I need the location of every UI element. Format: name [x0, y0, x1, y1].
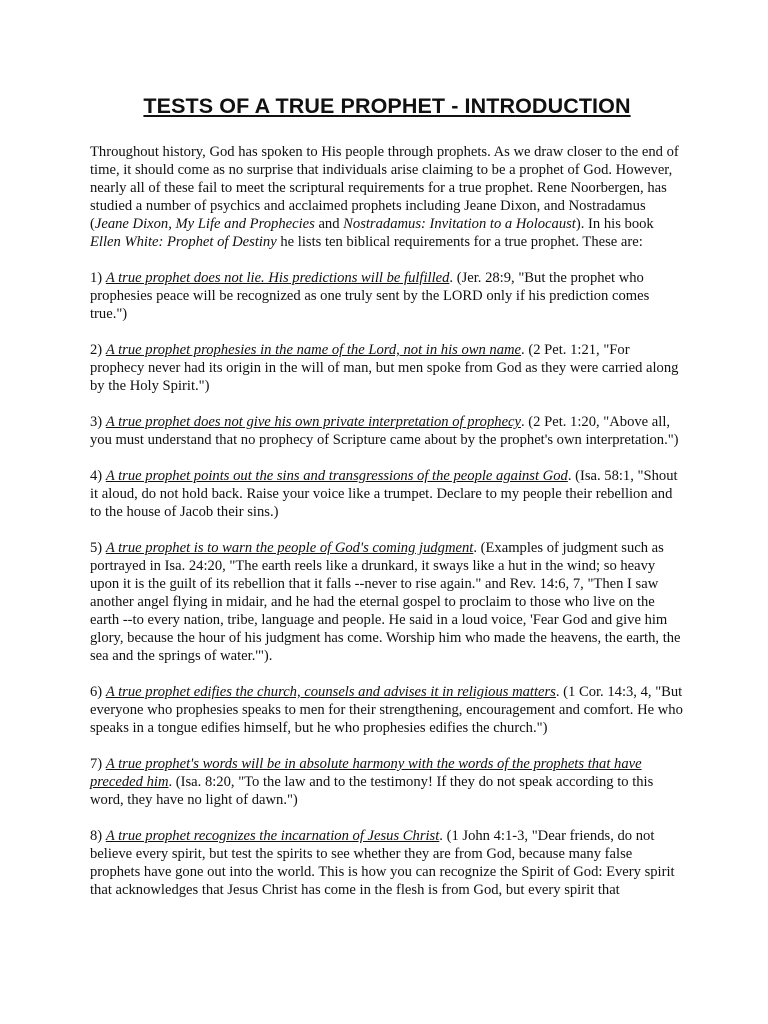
requirement-reference: . (2 Pet. 1:21, "For prophecy never had its origin in the will of man, but men spoke from God as they were carried along by the Holy Spirit."): [90, 342, 679, 394]
requirement-number: 5): [90, 540, 106, 556]
intro-text-3: he lists ten biblical requirements for a true prophet. These are:: [276, 234, 643, 250]
requirement-number: 4): [90, 468, 106, 484]
requirement-reference: . (2 Pet. 1:20, "Above all, you must understand that no prophecy of Scripture came about by the prophet's own interpretation."): [90, 414, 679, 448]
requirement-3: [90, 413, 684, 449]
requirement-4: [90, 467, 684, 521]
intro-and: and: [314, 216, 344, 232]
requirement-number: 3): [90, 414, 106, 430]
requirement-reference: . (Jer. 28:9, "But the prophet who prophesies peace will be recognized as one truly sent by the LORD only if his prediction comes true."): [90, 270, 650, 322]
intro-paragraph: [90, 143, 684, 251]
book-title-ellen-white: Ellen White: Prophet of Destiny: [90, 234, 277, 250]
requirement-number: 8): [90, 828, 106, 844]
requirement-1: [90, 269, 684, 323]
requirement-statement: A true prophet's words will be in absolute harmony with the words of the prophets that have preceded him: [90, 756, 642, 790]
intro-text-2: ). In his book: [575, 216, 654, 232]
requirement-reference: . (1 Cor. 14:3, 4, "But everyone who prophesies speaks to men for their strengthening, encouragement and comfort. He who speaks in a tongue edifies himself, but he who prophesies edifies the church."): [90, 684, 683, 736]
requirement-5: [90, 539, 684, 665]
requirement-statement: A true prophet does not lie. His predictions will be fulfilled: [105, 270, 450, 286]
requirement-2: [90, 341, 684, 395]
requirement-statement: A true prophet does not give his own private interpretation of prophecy: [105, 414, 521, 430]
requirement-reference: . (Isa. 8:20, "To the law and to the testimony! If they do not speak according to this word, they have no light of dawn."): [90, 774, 654, 808]
requirement-statement: A true prophet is to warn the people of God's coming judgment: [105, 540, 474, 556]
requirement-6: [90, 683, 684, 737]
requirement-reference: . (Examples of judgment such as portrayed in Isa. 24:20, "The earth reels like a drunkard, it sways like a hut in the wind; so heavy upon it is the guilt of its rebellion that it falls --never to rise again." and Rev. 14:6, 7, "Then I saw another angel flying in midair, and he had the eternal gospel to proclaim to those who live on the earth --to every nation, tribe, language and people. He said in a loud voice, 'Fear God and give him glory, because the hour of his judgment has come. Worship him who made the heavens, the earth, the sea and the springs of water.'").: [90, 540, 681, 664]
requirement-8: [90, 827, 684, 899]
requirement-statement: A true prophet points out the sins and transgressions of the people against God: [105, 468, 568, 484]
requirement-number: 1): [90, 270, 106, 286]
intro-text-1: Throughout history, God has spoken to His people through prophets. As we draw closer to the end of time, it should come as no surprise that individuals arise claiming to be a prophet of God. However, nearly all of these fail to meet the scriptural requirements for a true prophet. Rene Noorbergen, has studied a number of psychics and acclaimed prophets including Jeane Dixon, and Nostradamus (: [90, 144, 679, 232]
requirement-number: 6): [90, 684, 106, 700]
requirement-statement: A true prophet edifies the church, counsels and advises it in religious matters: [105, 684, 556, 700]
book-title-jeane-dixon: Jeane Dixon, My Life and Prophecies: [94, 216, 315, 232]
requirement-7: [90, 755, 684, 809]
requirement-statement: A true prophet recognizes the incarnation of Jesus Christ: [105, 828, 440, 844]
requirement-reference: . (1 John 4:1-3, "Dear friends, do not believe every spirit, but test the spirits to see whether they are from God, because many false prophets have gone out into the world. This is how you can recognize the Spirit of God: Every spirit that acknowledges that Jesus Christ has come in the flesh is from God, but every spirit that: [90, 828, 675, 898]
requirement-number: 2): [90, 342, 106, 358]
requirement-statement: A true prophet prophesies in the name of the Lord, not in his own name: [105, 342, 522, 358]
requirement-reference: . (Isa. 58:1, "Shout it aloud, do not hold back. Raise your voice like a trumpet. Declare to my people their rebellion and to the house of Jacob their sins.): [90, 468, 678, 520]
page-title: TESTS OF A TRUE PROPHET - INTRODUCTION: [143, 94, 631, 118]
book-title-nostradamus: Nostradamus: Invitation to a Holocaust: [343, 216, 576, 232]
requirement-number: 7): [90, 756, 106, 772]
